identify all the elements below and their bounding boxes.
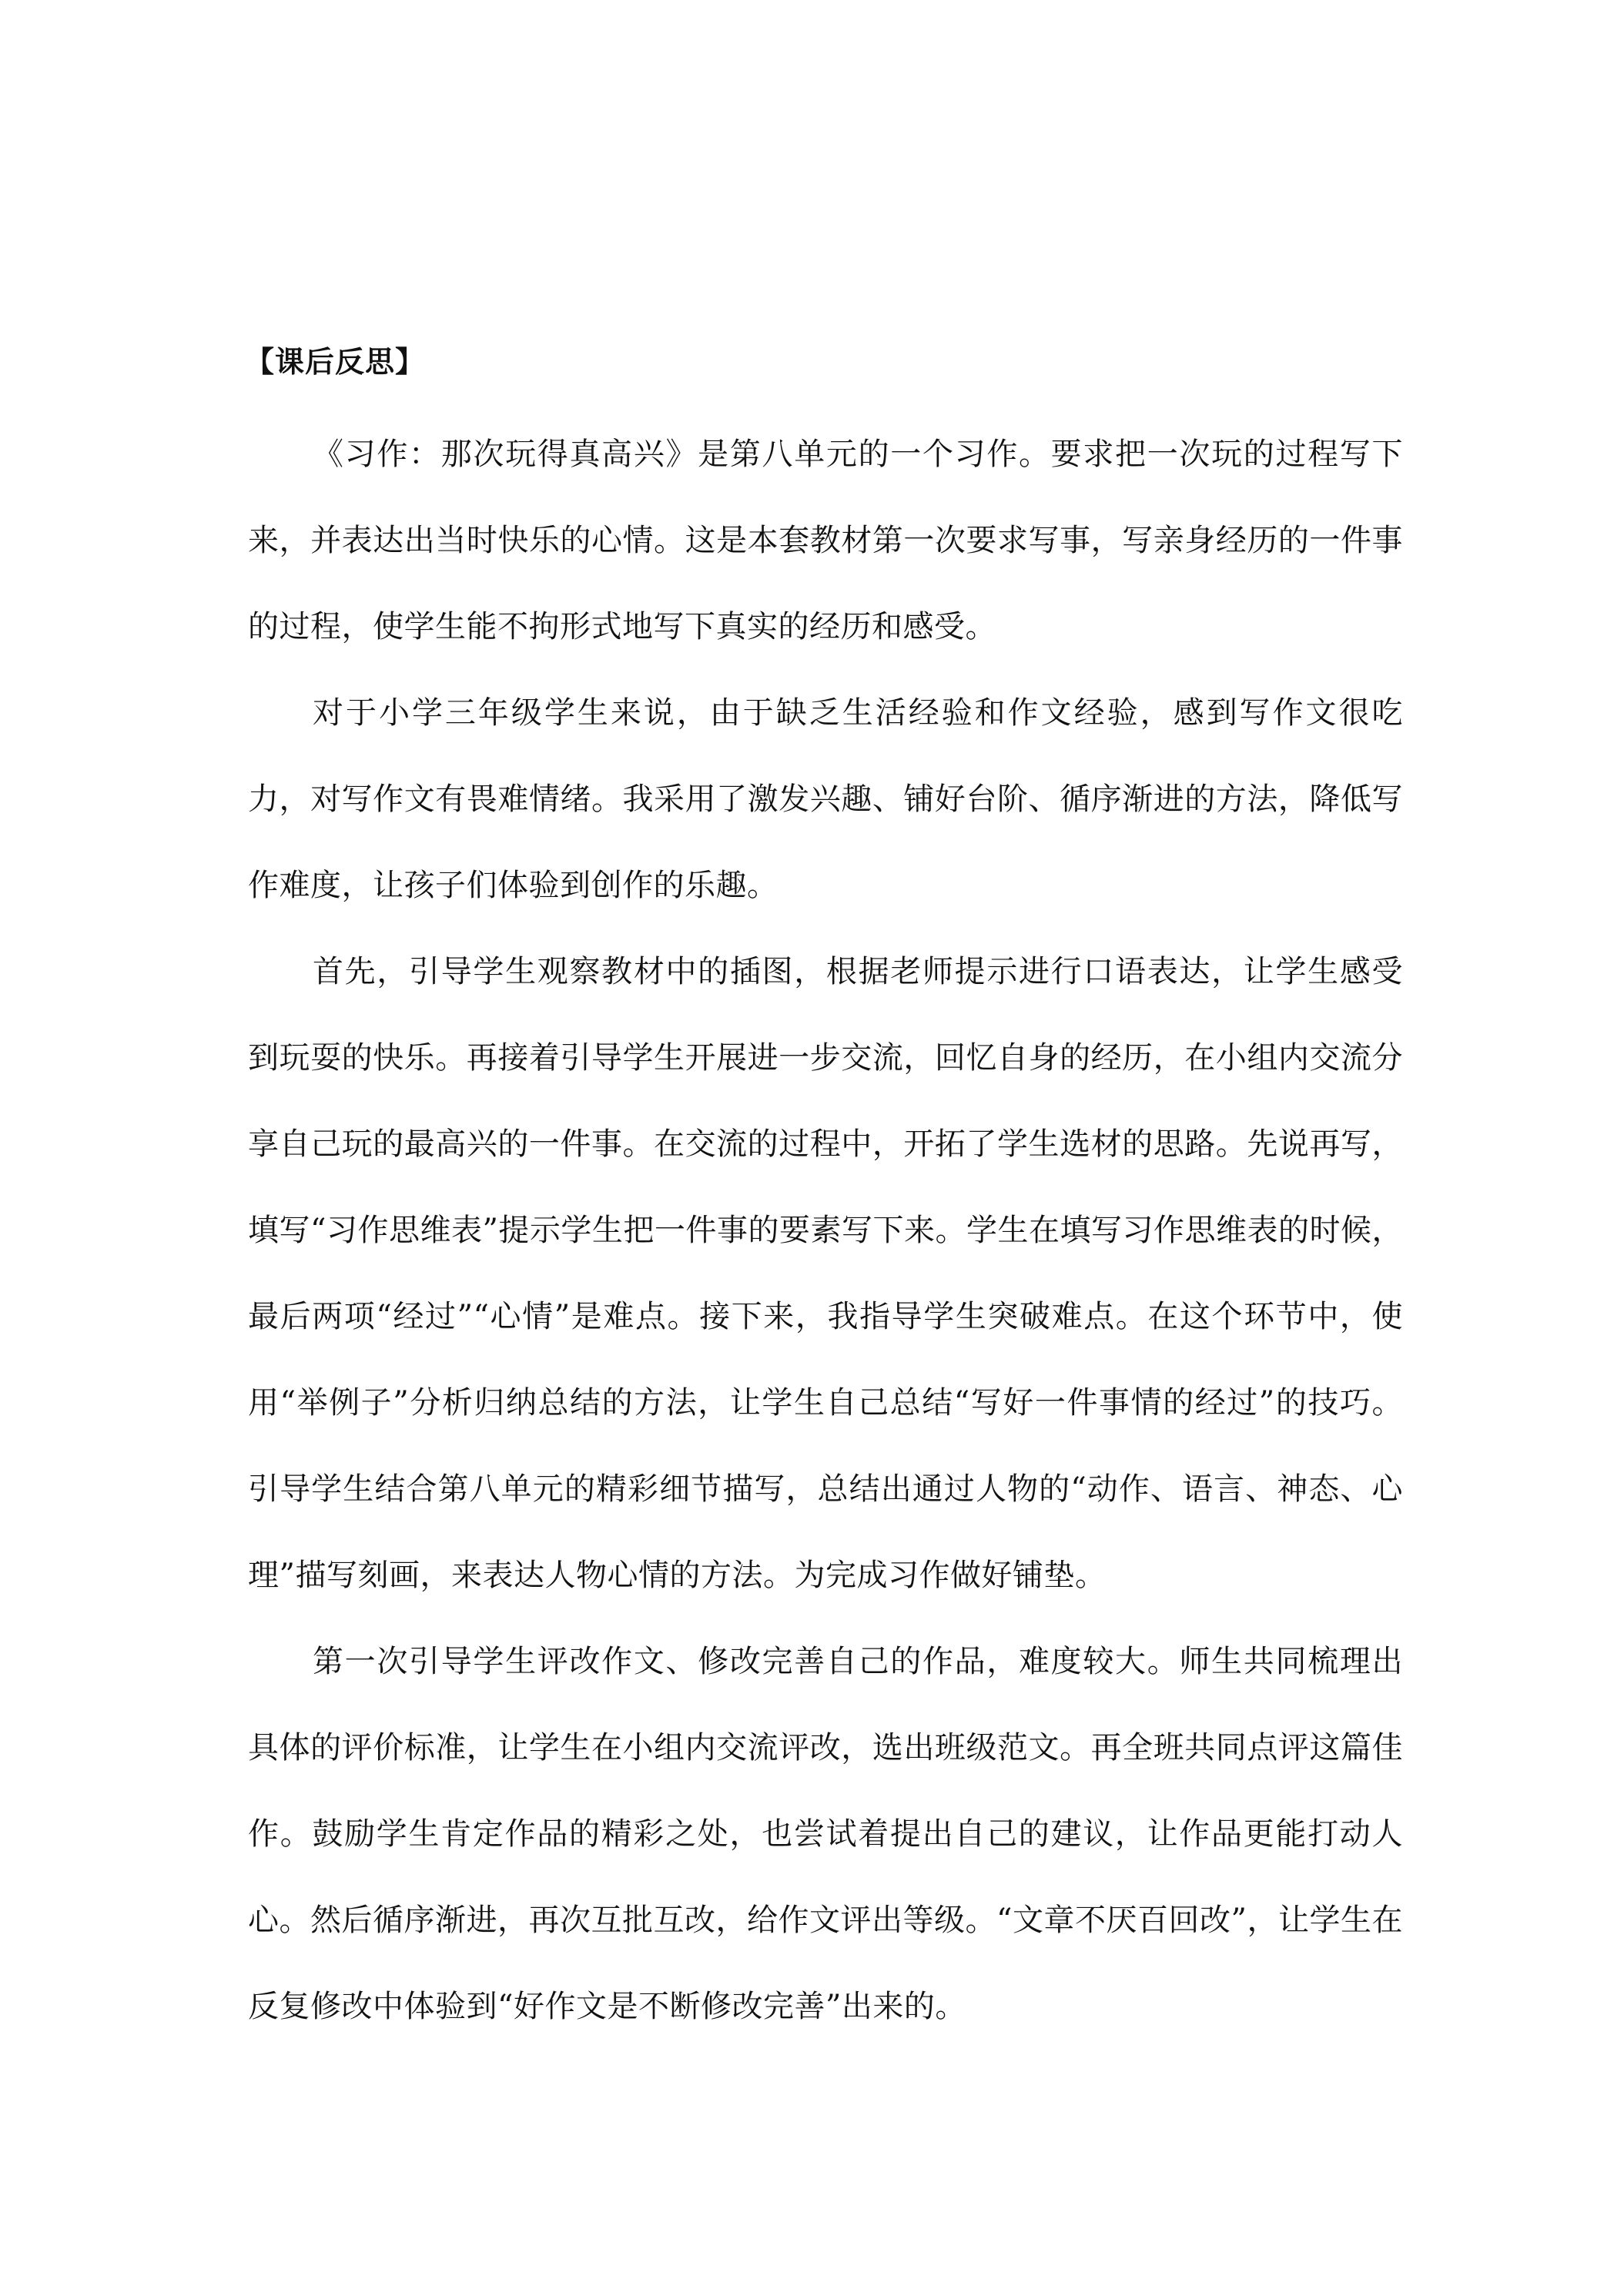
paragraph-3: 首先，引导学生观察教材中的插图，根据老师提示进行口语表达，让学生感受到玩耍的快乐。再接着引导学生开展进一步交流，回忆自身的经历，在小组内交流分享自己玩的最高兴的一件事。在交流的过程中，开拓了学生选材的思路。先说再写，填写“习作思维表”提示学生把一件事的要素写下来。学生在填写习作思维表的时候，最后两项“经过”“心情”是难点。接下来，我指导学生突破难点。在这个环节中，使用“举例子”分析归纳总结的方法，让学生自己总结“写好一件事情的经过”的技巧。引导学生结合第八单元的精彩细节描写，总结出通过人物的“动作、语言、神态、心理”描写刻画，来表达人物心情的方法。为完成习作做好铺垫。 — [248, 954, 1403, 1593]
document-body — [245, 339, 1403, 2050]
paragraph-2: 对于小学三年级学生来说，由于缺乏生活经验和作文经验，感到写作文很吃力，对写作文有畏难情绪。我采用了激发兴趣、铺好台阶、循序渐进的方法，降低写作难度，让孩子们体验到创作的乐趣。 — [248, 695, 1403, 903]
paragraph-1: 《习作：那次玩得真高兴》是第八单元的一个习作。要求把一次玩的过程写下来，并表达出当时快乐的心情。这是本套教材第一次要求写事，写亲身经历的一件事的过程，使学生能不拘形式地写下真实的经历和感受。 — [248, 437, 1403, 644]
section-heading: 【课后反思】 — [245, 345, 426, 379]
paragraph-4: 第一次引导学生评改作文、修改完善自己的作品，难度较大。师生共同梳理出具体的评价标准，让学生在小组内交流评改，选出班级范文。再全班共同点评这篇佳作。鼓励学生肯定作品的精彩之处，也尝试着提出自己的建议，让作品更能打动人心。然后循序渐进，再次互批互改，给作文评出等级。“文章不厌百回改”，让学生在反复修改中体验到“好作文是不断修改完善”出来的。 — [248, 1644, 1403, 2024]
